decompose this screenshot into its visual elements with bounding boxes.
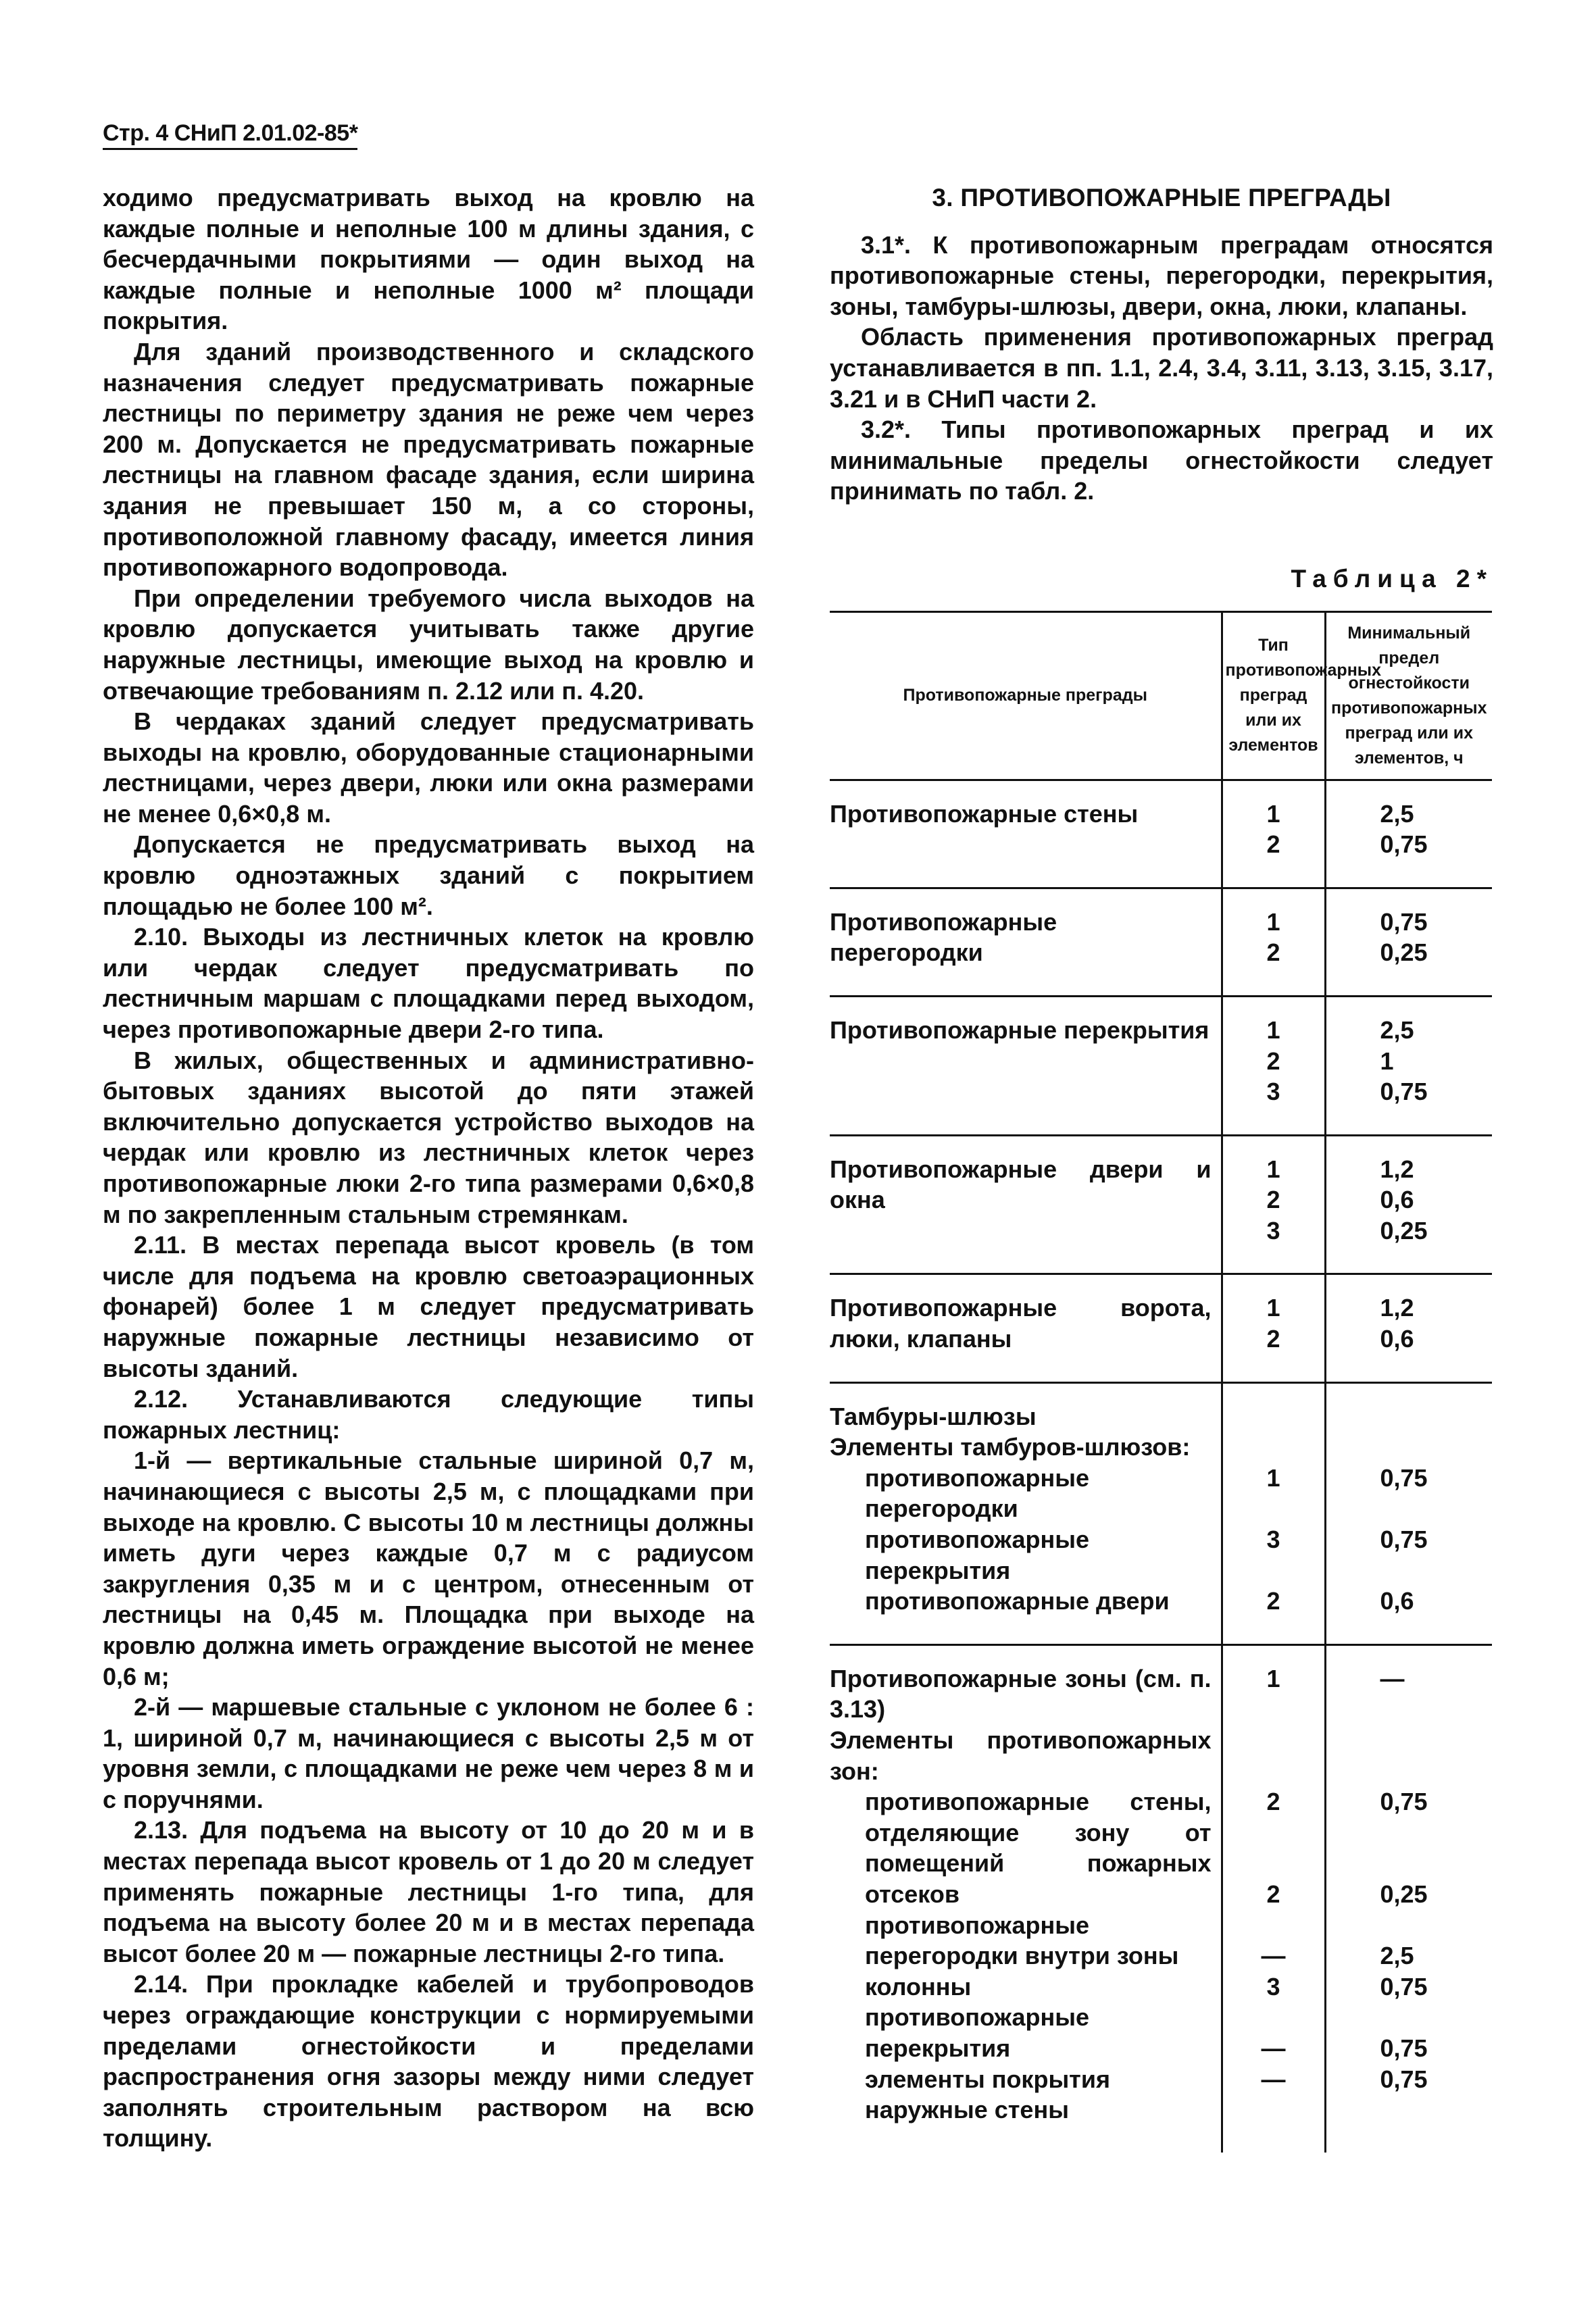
column-header-barriers: Противопожарные преграды xyxy=(830,611,1222,780)
right-column xyxy=(830,182,1493,2153)
element-limit: 0,75 xyxy=(1380,1463,1428,1492)
barrier-name: Противопожарные стены xyxy=(830,799,1139,828)
fire-limit-cell xyxy=(1325,1644,1492,2152)
table-row xyxy=(830,888,1492,996)
barrier-types: 1 2 3 xyxy=(1266,1015,1280,1106)
fire-limits: 0,75 0,25 xyxy=(1380,907,1428,967)
barrier-element: элементы покрытия xyxy=(865,2065,1110,2093)
element-type: — xyxy=(1261,2065,1286,2093)
table-row xyxy=(830,1274,1492,1382)
barrier-type: 1 xyxy=(1266,1664,1280,1692)
left-column xyxy=(103,182,754,2154)
element-limit: 0,75 xyxy=(1380,2034,1428,2062)
element-type: 2 xyxy=(1266,1788,1280,1816)
column-header-type: Тип противопожарных преград или их элементов xyxy=(1222,611,1325,780)
table-row xyxy=(830,1644,1492,2152)
element-limit: 0,75 xyxy=(1380,2065,1428,2093)
ladder-type-1: 1-й — вертикальные стальные шириной 0,7 м, начинающиеся с высоты 2,5 м, с площадками при выходе на кровлю. С высоты 10 м лестницы должны иметь дуги через каждые 0,7 м с радиусом закругления 0,35 м и с центром, отнесенным от лестницы на 0,45 м. Площадка при выходе на кровлю должна иметь ограждение высотой не менее 0,6 м; xyxy=(103,1447,754,1690)
barrier-name: Противопожарные зоны (см. п. 3.13) xyxy=(830,1664,1212,1724)
table-row xyxy=(830,996,1492,1135)
barrier-types: 1 2 xyxy=(1266,1294,1280,1353)
barrier-element: противопожарные перегородки xyxy=(865,1463,1089,1523)
barrier-element: противопожарные перекрытия xyxy=(865,2003,1089,2062)
column-header-limit: Минимальный предел огнестойкости противопожарных преград или их элементов, ч xyxy=(1325,611,1492,780)
paragraph: Для зданий производственного и складского назначения следует предусматривать пожарные лестницы по периметру здания не реже чем через 200 м. Допускается не предусматривать пожарные лестницы на главном фасаде здания, если ширина здания не превышает 150 м, а со стороны, противоположной главному фасаду, имеется линия противопожарного водопровода. xyxy=(103,337,754,582)
element-type: — xyxy=(1261,2034,1286,2062)
paragraph: Область применения противопожарных преград устанавливается в пп. 1.1, 2.4, 3.4, 3.11, 3.13, 3.15, 3.17, 3.21 и в СНиП части 2. xyxy=(830,323,1493,413)
fire-limit-cell xyxy=(1325,888,1492,996)
element-limit: 0,6 xyxy=(1380,1587,1414,1615)
element-type: 3 xyxy=(1266,1526,1280,1554)
barrier-type-cell xyxy=(1222,1135,1325,1274)
fire-limit-cell xyxy=(1325,1274,1492,1382)
table-header-row xyxy=(830,611,1492,780)
element-limit: 0,75 xyxy=(1380,1972,1428,2001)
barrier-name-cell xyxy=(830,780,1222,888)
barrier-name: Противопожарные ворота, люки, клапаны xyxy=(830,1294,1212,1353)
fire-barriers-table xyxy=(830,611,1492,2153)
barrier-types: 1 2 3 xyxy=(1266,1155,1280,1244)
barrier-element: наружные стены xyxy=(865,2096,1069,2124)
clause-2-14: 2.14. При прокладке кабелей и трубопроводов через ограждающие конструкции с нормируемыми пределами огнестойкости и пределами распространения огня зазоры между ними следует заполнять строительным раствором на всю толщину. xyxy=(103,1970,754,2153)
fire-limit-cell xyxy=(1325,780,1492,888)
barrier-type-cell xyxy=(1222,780,1325,888)
barrier-type-cell xyxy=(1222,996,1325,1135)
table-row xyxy=(830,1382,1492,1644)
fire-limits: 2,5 0,75 xyxy=(1380,799,1428,859)
barrier-name: Тамбуры-шлюзы xyxy=(830,1402,1037,1430)
barrier-element: противопожарные перегородки внутри зоны xyxy=(865,1911,1179,1970)
fire-limit-cell xyxy=(1325,1135,1492,1274)
paragraph: В жилых, общественных и административно-бытовых зданиях высотой до пяти этажей включительно допускается устройство выходов на чердак или кровлю из лестничных клеток через противопожарные люки 2-го типа размерами 0,6×0,8 м по закрепленным стальным стремянкам. xyxy=(103,1046,754,1228)
barrier-name: Противопожарные двери и окна xyxy=(830,1155,1212,1214)
page-header: Стр. 4 СНиП 2.01.02-85* xyxy=(103,120,357,150)
element-limit: 0,25 xyxy=(1380,1880,1428,1908)
clause-2-13: 2.13. Для подъема на высоту от 10 до 20 м и в местах перепада высот кровель от 1 до 20 м следует применять пожарные лестницы 1-го типа, для подъема на высоту более 20 м и в местах перепада высот более 20 м — пожарные лестницы 2-го типа. xyxy=(103,1816,754,1967)
clause-2-12: 2.12. Устанавливаются следующие типы пожарных лестниц: xyxy=(103,1385,754,1444)
barrier-subtitle: Элементы тамбуров-шлюзов: xyxy=(830,1433,1191,1461)
barrier-name-cell xyxy=(830,996,1222,1135)
element-limit: 0,75 xyxy=(1380,1788,1428,1816)
barrier-types: 1 2 xyxy=(1266,799,1280,859)
barrier-types: 1 2 xyxy=(1266,907,1280,967)
section-title: 3. ПРОТИВОПОЖАРНЫЕ ПРЕГРАДЫ xyxy=(932,184,1391,211)
barrier-name-cell xyxy=(830,1135,1222,1274)
barrier-type-cell xyxy=(1222,888,1325,996)
ladder-type-2: 2-й — маршевые стальные с уклоном не более 6 : 1, шириной 0,7 м, начинающиеся с высоты 2,5 м от уровня земли, с площадками не реже чем через 8 м и с поручнями. xyxy=(103,1693,754,1813)
fire-limit: — xyxy=(1380,1664,1405,1692)
element-type: 1 xyxy=(1266,1463,1280,1492)
paragraph: Допускается не предусматривать выход на кровлю одноэтажных зданий с покрытием площадью не более 100 м². xyxy=(103,830,754,920)
barrier-name-cell xyxy=(830,1274,1222,1382)
barrier-subtitle: Элементы противопожарных зон: xyxy=(830,1726,1212,1785)
table-row xyxy=(830,1135,1492,1274)
barrier-element: колонны xyxy=(865,1972,972,2001)
barrier-type-cell xyxy=(1222,1274,1325,1382)
clause-2-10: 2.10. Выходы из лестничных клеток на кровлю или чердак следует предусматривать по лестничным маршам с площадками перед выходом, через противопожарные двери 2-го типа. xyxy=(103,923,754,1044)
table-row xyxy=(830,780,1492,888)
paragraph: При определении требуемого числа выходов на кровлю допускается учитывать также другие наружные лестницы, имеющие выход на кровлю и отвечающие требованиям п. 2.12 или п. 4.20. xyxy=(103,584,754,705)
barrier-element: противопожарные стены, отделяющие зону от помещений пожарных отсеков xyxy=(865,1788,1212,1908)
barrier-name-cell xyxy=(830,1382,1222,1644)
clause-3-2: 3.2*. Типы противопожарных преград и их минимальные пределы огнестойкости следует принимать по табл. 2. xyxy=(830,416,1493,505)
barrier-name: Противопожарные перекрытия xyxy=(830,1015,1210,1044)
element-limit: 2,5 xyxy=(1380,1942,1414,1970)
fire-limit-cell xyxy=(1325,1382,1492,1644)
element-type: — xyxy=(1261,1942,1286,1970)
barrier-name-cell xyxy=(830,1644,1222,2152)
barrier-name-cell xyxy=(830,888,1222,996)
paragraph: ходимо предусматривать выход на кровлю на каждые полные и неполные 100 м длины здания, с бесчердачными покрытиями — один выход на каждые полные и неполные 1000 м² площади покрытия. xyxy=(103,184,754,335)
barrier-type-cell xyxy=(1222,1644,1325,2152)
element-type: 3 xyxy=(1266,1972,1280,2001)
fire-limits: 1,2 0,6 0,25 xyxy=(1380,1155,1428,1244)
fire-limits: 1,2 0,6 xyxy=(1380,1294,1414,1353)
element-type: 2 xyxy=(1266,1587,1280,1615)
paragraph: В чердаках зданий следует предусматривать выходы на кровлю, оборудованные стационарными лестницами, через двери, люки или окна размерами не менее 0,6×0,8 м. xyxy=(103,707,754,828)
barrier-type-cell xyxy=(1222,1382,1325,1644)
clause-2-11: 2.11. В местах перепада высот кровель (в том числе для подъема на кровлю светоаэрационных фонарей) более 1 м следует предусматривать наружные пожарные лестницы независимо от высоты зданий. xyxy=(103,1231,754,1382)
barrier-element: противопожарные перекрытия xyxy=(865,1526,1089,1584)
fire-limit-cell xyxy=(1325,996,1492,1135)
element-type: 2 xyxy=(1266,1880,1280,1908)
table-caption: Таблица 2* xyxy=(1291,564,1493,593)
barrier-element: противопожарные двери xyxy=(865,1587,1170,1615)
fire-limits: 2,5 1 0,75 xyxy=(1380,1015,1428,1106)
element-limit: 0,75 xyxy=(1380,1526,1428,1554)
clause-3-1: 3.1*. К противопожарным преградам относятся противопожарные стены, перегородки, перекрытия, зоны, тамбуры-шлюзы, двери, окна, люки, клапаны. xyxy=(830,230,1493,320)
barrier-name: Противопожарные перегородки xyxy=(830,907,1057,967)
